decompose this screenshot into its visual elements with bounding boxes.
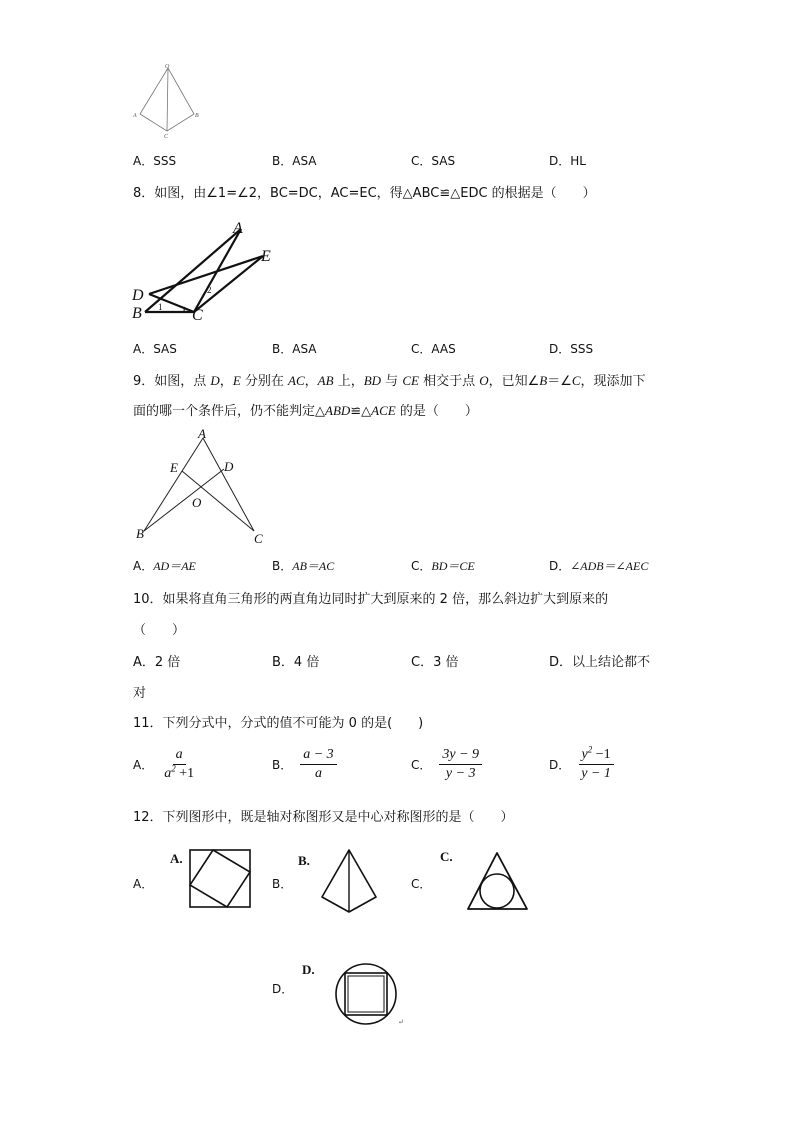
q7-option-c: [411, 152, 455, 169]
option-text: ASA: [292, 342, 317, 356]
q8-label-1: 1: [158, 302, 163, 312]
q8-figure: [128, 218, 278, 328]
q9-label-c: C: [254, 531, 263, 546]
option-letter: B．: [272, 655, 294, 670]
option-text: SAS: [153, 342, 177, 356]
q7-label-o: O: [165, 64, 170, 70]
option-letter: C．: [411, 758, 432, 772]
q10-option-a: [133, 651, 180, 670]
option-letter: C．: [411, 154, 432, 168]
option-letter: C．: [411, 655, 434, 670]
option-letter: A．: [133, 154, 154, 168]
q9-label-e: E: [170, 460, 178, 475]
q7-label-a: A: [133, 113, 137, 119]
q8-label-e: E: [261, 248, 271, 265]
q9-label-a: A: [198, 426, 206, 441]
q7-option-d: [549, 152, 586, 169]
option-text: ∠ADB＝∠AEC: [570, 559, 649, 573]
option-letter: B．: [272, 342, 293, 356]
q7-option-a: [133, 152, 176, 169]
fraction: $\frac{3y - 9}{y - 3}$: [439, 747, 482, 782]
q7-label-b: B: [195, 113, 199, 119]
option-text: SSS: [570, 342, 594, 356]
option-letter: B．: [272, 758, 293, 772]
q12-option-c-letter: C．: [411, 877, 432, 891]
q7-figure: [128, 62, 208, 142]
q9-stem-line2: 面的哪一个条件后，仍不能判定△ABD≌△ACE 的是（ ）: [133, 403, 478, 419]
q12-stem: 12．下列图形中，既是轴对称图形又是中心对称图形的是（ ）: [133, 810, 514, 825]
q9-figure: [130, 425, 275, 550]
q8-label-d: D: [132, 287, 144, 304]
q9-option-d: [549, 557, 648, 574]
return-mark-icon: ↵: [398, 1018, 404, 1026]
q7-option-b: [272, 152, 317, 169]
q9-option-b: [272, 557, 334, 574]
option-letter: C．: [411, 559, 432, 573]
option-letter: D．: [549, 342, 571, 356]
q9-option-c: [411, 557, 475, 574]
q11-option-c: [411, 747, 482, 782]
q8-option-b: [272, 340, 317, 357]
option-text: SAS: [431, 154, 456, 168]
q11-option-a: [133, 747, 197, 782]
q12-option-b-figure: [295, 845, 385, 915]
option-text: 3 倍: [433, 655, 459, 670]
q8-stem: 8．如图，由∠1=∠2，BC=DC，AC=EC，得△ABC≌△EDC 的根据是（ ）: [133, 186, 596, 201]
q11-stem: 11．下列分式中，分式的值不可能为 0 的是( ): [133, 716, 424, 731]
q10-stem-line1: 10．如果将直角三角形的两直角边同时扩大到原来的 2 倍，那么斜边扩大到原来的: [133, 592, 609, 607]
q9-label-d: D: [224, 459, 234, 474]
option-letter: A．: [133, 758, 154, 772]
fraction: $\frac{a}{a^2 +1}$: [164, 747, 195, 781]
q9-label-o: O: [192, 495, 202, 510]
option-letter: D．: [549, 758, 571, 772]
q9-option-a: [133, 557, 196, 574]
figure-label: D.: [302, 962, 315, 977]
option-text: 4 倍: [293, 655, 320, 670]
option-text: ASA: [292, 154, 317, 168]
q12-option-a-letter: A．: [133, 877, 154, 891]
option-letter: D．: [549, 559, 571, 573]
fraction: $\frac{a - 3}{a}$: [300, 747, 336, 782]
q10-option-d: [549, 651, 650, 670]
option-text: 2 倍: [154, 655, 181, 670]
q12-option-c-figure: [435, 845, 535, 915]
option-letter: A．: [133, 559, 154, 573]
q9-label-b: B: [136, 526, 144, 541]
option-text: SSS: [153, 154, 177, 168]
q8-label-a: A: [233, 220, 243, 237]
q11-option-d: [549, 744, 614, 782]
fraction: $\frac{y^2 -1}{y - 1}$: [578, 747, 614, 782]
q8-option-c: [411, 340, 456, 357]
q10-stem-line2: （ ）: [133, 623, 186, 638]
option-letter: D．: [549, 655, 573, 670]
option-text: AAS: [431, 342, 456, 356]
option-text: AD＝AE: [153, 559, 196, 573]
q9-stem-line1: 9．如图，点 D，E 分别在 AC，AB 上，BD 与 CE 相交于点 O，已知∠B＝∠C，现添加下: [133, 373, 646, 389]
q8-option-d: [549, 340, 593, 357]
option-letter: A．: [133, 342, 154, 356]
option-text: HL: [570, 154, 586, 168]
option-letter: B．: [272, 154, 293, 168]
q8-option-a: [133, 340, 177, 357]
q10-option-b: [272, 651, 319, 670]
figure-label: A.: [170, 851, 183, 866]
q12-option-b-letter: B．: [272, 877, 293, 891]
option-text: BD＝CE: [431, 559, 475, 573]
q7-label-c: C: [164, 134, 169, 140]
q11-option-b: [272, 747, 337, 782]
option-letter: D．: [549, 154, 571, 168]
q8-label-b: B: [132, 305, 142, 322]
figure-label: B.: [298, 853, 310, 868]
option-letter: B．: [272, 559, 293, 573]
q8-label-c: C: [192, 307, 203, 324]
q12-option-d-letter: D．: [272, 982, 294, 996]
q10-option-c: [411, 651, 458, 670]
option-letter: C．: [411, 342, 432, 356]
q12-option-a-figure: [165, 845, 255, 910]
q8-label-2: 2: [207, 285, 212, 295]
q10-option-d-wrap: 对: [133, 686, 147, 701]
option-text: AB＝AC: [292, 559, 335, 573]
q12-option-d-figure: [298, 958, 410, 1028]
figure-label: C.: [440, 849, 453, 864]
option-text: 以上结论都不: [572, 655, 651, 670]
option-letter: A．: [133, 655, 155, 670]
